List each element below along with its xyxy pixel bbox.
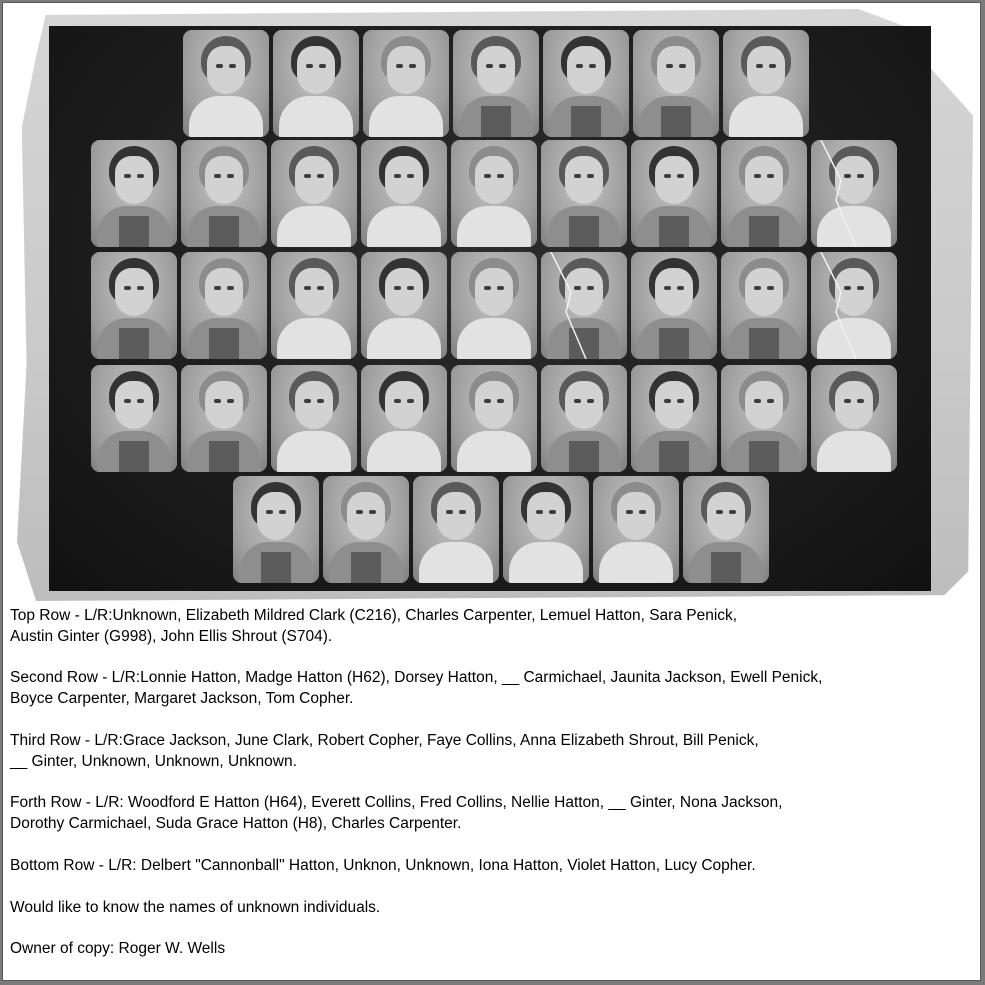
forth-row-portrait	[541, 365, 627, 472]
third-row-portrait	[451, 252, 537, 359]
forth-row-portrait	[271, 365, 357, 472]
second-row-portrait	[181, 140, 267, 247]
third-row-portrait	[91, 252, 177, 359]
unknown-request-text: Would like to know the names of unknown individuals.	[10, 899, 381, 916]
bottom-row-portrait	[683, 476, 769, 583]
forth-row-portrait	[631, 365, 717, 472]
top-row-portrait	[543, 30, 629, 137]
second-row-portrait	[451, 140, 537, 247]
bottom-row-portrait	[593, 476, 679, 583]
third-row-portrait	[271, 252, 357, 359]
forth-row-portrait	[721, 365, 807, 472]
second-row-portrait	[631, 140, 717, 247]
bottom-row-portrait	[503, 476, 589, 583]
forth-row-portrait	[361, 365, 447, 472]
owner-of-copy-text: Owner of copy: Roger W. Wells	[10, 940, 226, 957]
third-row-portrait	[721, 252, 807, 359]
third-row-portrait	[631, 252, 717, 359]
second-row-portrait	[361, 140, 447, 247]
bottom-row-portrait	[323, 476, 409, 583]
second-row-portrait	[541, 140, 627, 247]
forth-row-portrait	[811, 365, 897, 472]
bottom-row-caption: Bottom Row - L/R: Delbert "Cannonball" Hatton, Unknon, Unknown, Iona Hatton, Violet Hatton, Lucy Copher.	[10, 857, 756, 874]
top-row-portrait	[363, 30, 449, 137]
page-frame	[2, 2, 981, 981]
bottom-row-portrait	[413, 476, 499, 583]
top-row-caption-line-2: Austin Ginter (G998), John Ellis Shrout (S704).	[10, 628, 333, 645]
third-row-caption-line-2: __ Ginter, Unknown, Unknown, Unknown.	[10, 753, 297, 770]
forth-row-caption-line-2: Dorothy Carmichael, Suda Grace Hatton (H8), Charles Carpenter.	[10, 815, 462, 832]
third-row-caption-line-1: Third Row - L/R:Grace Jackson, June Clark, Robert Copher, Faye Collins, Anna Elizabeth Shrout, Bill Penick,	[10, 732, 759, 749]
top-row-portrait	[273, 30, 359, 137]
forth-row-portrait	[91, 365, 177, 472]
forth-row-portrait	[451, 365, 537, 472]
forth-row-caption-line-1: Forth Row - L/R: Woodford E Hatton (H64), Everett Collins, Fred Collins, Nellie Hatton, __ Ginter, Nona Jackson,	[10, 794, 783, 811]
top-row-portrait	[723, 30, 809, 137]
forth-row-portrait	[181, 365, 267, 472]
top-row-portrait	[633, 30, 719, 137]
third-row-portrait	[361, 252, 447, 359]
third-row-portrait	[541, 252, 627, 359]
class-photograph	[17, 9, 973, 601]
third-row-portrait	[811, 252, 897, 359]
second-row-portrait	[271, 140, 357, 247]
third-row-portrait	[181, 252, 267, 359]
second-row-portrait	[811, 140, 897, 247]
top-row-portrait	[183, 30, 269, 137]
second-row-caption-line-1: Second Row - L/R:Lonnie Hatton, Madge Hatton (H62), Dorsey Hatton, __ Carmichael, Jaunita Jackson, Ewell Penick,	[10, 669, 823, 686]
second-row-caption-line-2: Boyce Carpenter, Margaret Jackson, Tom Copher.	[10, 690, 354, 707]
top-row-caption-line-1: Top Row - L/R:Unknown, Elizabeth Mildred Clark (C216), Charles Carpenter, Lemuel Hatton, Sara Penick,	[10, 607, 738, 624]
second-row-portrait	[721, 140, 807, 247]
top-row-portrait	[453, 30, 539, 137]
bottom-row-portrait	[233, 476, 319, 583]
second-row-portrait	[91, 140, 177, 247]
